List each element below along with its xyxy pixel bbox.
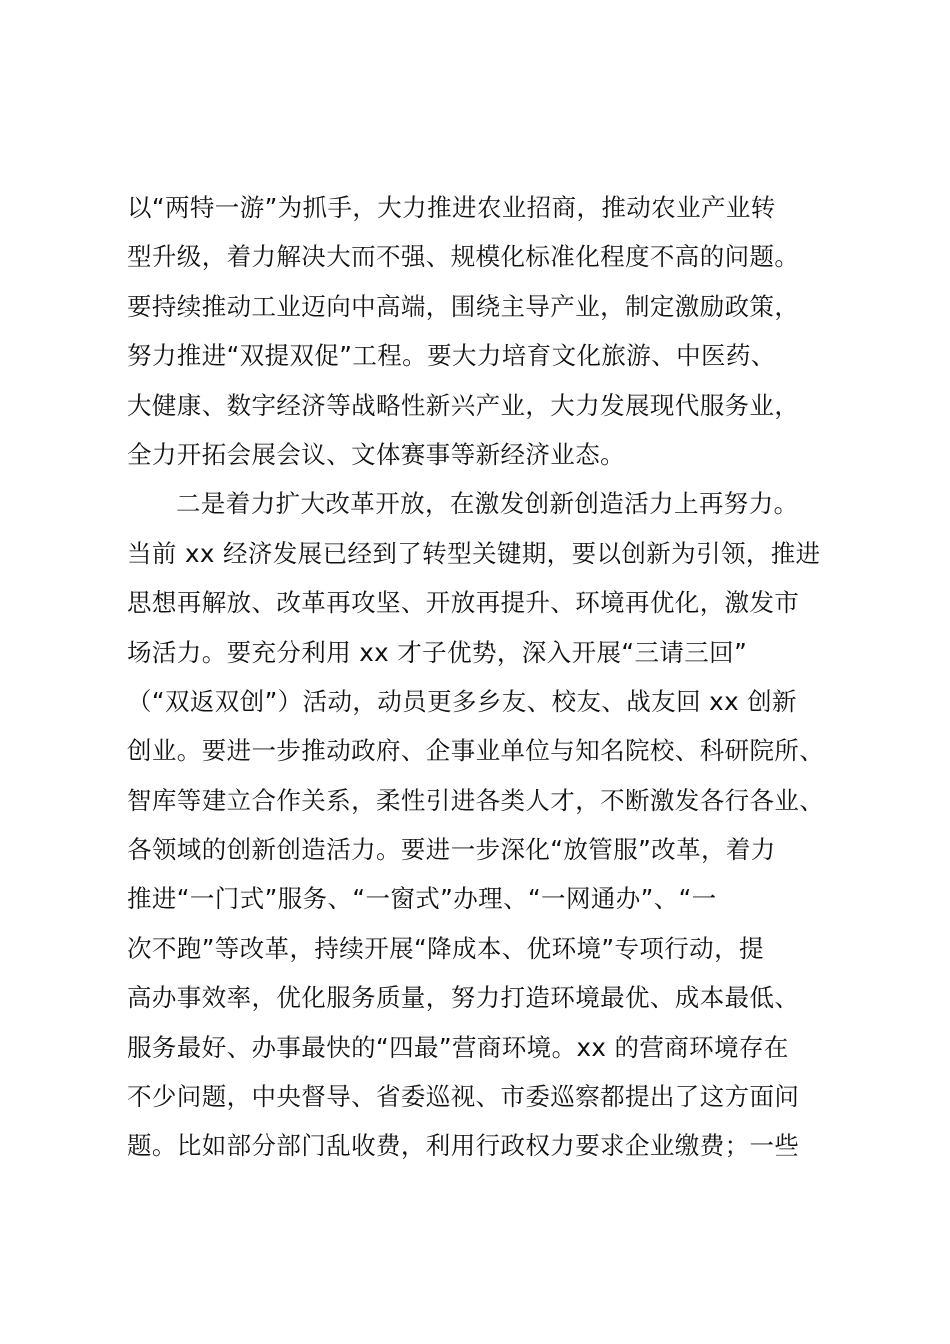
text-line: 各领域的创新创造活力。要进一步深化“放管服”改革，着力 — [127, 835, 776, 865]
text-line: 高办事效率，优化服务质量，努力打造环境最优、成本最低、 — [127, 983, 800, 1013]
text-line: 全力开拓会展会议、文体赛事等新经济业态。 — [127, 439, 625, 469]
text-line: 次不跑”等改革，持续开展“降成本、优环境”专项行动，提 — [127, 933, 764, 963]
text-line: 智库等建立合作关系，柔性引进各类人才，不断激发各行各业、 — [127, 785, 825, 815]
text-line: 服务最好、办事最快的“四最”营商环境。xx 的营商环境存在 — [127, 1032, 789, 1062]
text-line: （“双返双创”）活动，动员更多乡友、校友、战友回 xx 创新 — [127, 686, 797, 716]
text-line: 推进“一门式”服务、“一窗式”办理、“一网通办”、“一 — [127, 884, 717, 914]
text-line: 思想再解放、改革再攻坚、开放再提升、环境再优化，激发市 — [127, 588, 800, 618]
text-line: 要持续推动工业迈向中高端，围绕主导产业，制定激励政策， — [127, 291, 800, 321]
text-line: 当前 xx 经济发展已经到了转型关键期，要以创新为引领，推进 — [127, 538, 821, 568]
section-heading-line: 二是着力扩大改革开放，在激发创新创造活力上再努力。 — [176, 489, 799, 519]
text-line: 大健康、数字经济等战略性新兴产业，大力发展现代服务业， — [127, 390, 800, 420]
text-line: 努力推进“双提双促”工程。要大力培育文化旅游、中医药、 — [127, 341, 776, 371]
text-line: 不少问题，中央督导、省委巡视、市委巡察都提出了这方面问 — [127, 1082, 800, 1112]
body-text — [127, 183, 847, 1171]
text-line: 型升级，着力解决大而不强、规模化标准化程度不高的问题。 — [127, 242, 800, 272]
text-line: 创业。要进一步推动政府、企事业单位与知名院校、科研院所、 — [127, 736, 825, 766]
text-line: 以“两特一游”为抓手，大力推进农业招商，推动农业产业转 — [127, 193, 776, 222]
text-line: 场活力。要充分利用 xx 才子优势，深入开展“三请三回” — [127, 637, 748, 667]
text-line: 题。比如部分部门乱收费，利用行政权力要求企业缴费；一些 — [127, 1131, 800, 1161]
